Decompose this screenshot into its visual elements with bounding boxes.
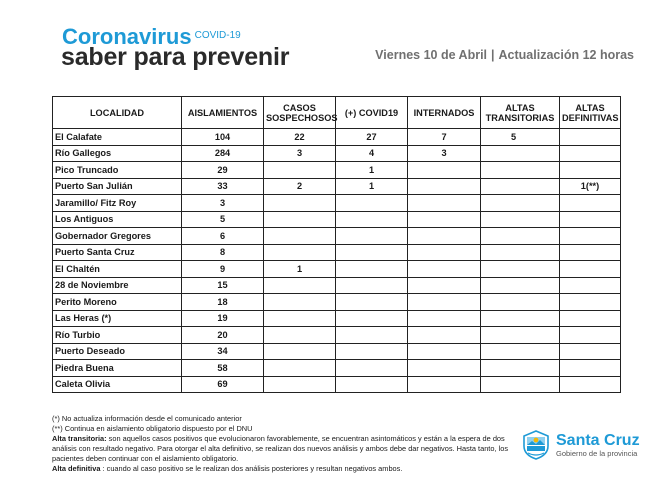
- value-cell: [481, 360, 560, 377]
- value-cell: [481, 178, 560, 195]
- table-row: [53, 178, 621, 195]
- value-cell: [264, 294, 336, 311]
- province-seal-icon: [522, 430, 550, 460]
- value-cell: 5: [182, 211, 264, 228]
- value-cell: 1: [264, 261, 336, 278]
- campaign-subtitle: saber para prevenir: [61, 43, 290, 71]
- value-cell: [408, 376, 481, 393]
- value-cell: 22: [264, 129, 336, 146]
- value-cell: [264, 310, 336, 327]
- value-cell: 4: [336, 145, 408, 162]
- value-cell: [336, 277, 408, 294]
- alta-definitiva-text: : cuando al caso positivo se le realizan dos análisis posteriores y resultan negativos ambos.: [100, 464, 403, 473]
- column-header: LOCALIDAD: [53, 97, 182, 129]
- value-cell: [336, 376, 408, 393]
- value-cell: 5: [481, 129, 560, 146]
- footnotes: [52, 414, 512, 474]
- table-row: [53, 211, 621, 228]
- value-cell: [264, 343, 336, 360]
- column-header: ALTAS DEFINITIVAS: [560, 97, 621, 129]
- value-cell: [408, 178, 481, 195]
- value-cell: [560, 195, 621, 212]
- alta-transitoria-label: Alta transitoria:: [52, 434, 107, 443]
- value-cell: [264, 228, 336, 245]
- value-cell: 3: [264, 145, 336, 162]
- value-cell: [560, 343, 621, 360]
- value-cell: 33: [182, 178, 264, 195]
- table-row: [53, 244, 621, 261]
- table-row: [53, 261, 621, 278]
- value-cell: [481, 294, 560, 311]
- cases-table-header: [53, 97, 621, 129]
- value-cell: 29: [182, 162, 264, 179]
- value-cell: 58: [182, 360, 264, 377]
- column-header: CASOS SOSPECHOSOS: [264, 97, 336, 129]
- value-cell: [408, 310, 481, 327]
- value-cell: [336, 211, 408, 228]
- locality-cell: Río Turbio: [53, 327, 182, 344]
- value-cell: [481, 228, 560, 245]
- value-cell: 1: [336, 178, 408, 195]
- table-row: [53, 310, 621, 327]
- value-cell: [560, 228, 621, 245]
- value-cell: [408, 261, 481, 278]
- value-cell: [336, 343, 408, 360]
- value-cell: [560, 129, 621, 146]
- value-cell: [481, 211, 560, 228]
- value-cell: [264, 277, 336, 294]
- column-header: INTERNADOS: [408, 97, 481, 129]
- value-cell: [336, 360, 408, 377]
- value-cell: 20: [182, 327, 264, 344]
- table-row: [53, 376, 621, 393]
- value-cell: [481, 277, 560, 294]
- value-cell: [336, 327, 408, 344]
- locality-cell: Jaramillo/ Fitz Roy: [53, 195, 182, 212]
- locality-cell: Puerto San Julián: [53, 178, 182, 195]
- locality-cell: Puerto Santa Cruz: [53, 244, 182, 261]
- locality-cell: Perito Moreno: [53, 294, 182, 311]
- value-cell: [264, 211, 336, 228]
- locality-cell: Las Heras (*): [53, 310, 182, 327]
- table-row: [53, 360, 621, 377]
- table-row: [53, 145, 621, 162]
- value-cell: [481, 195, 560, 212]
- value-cell: [560, 162, 621, 179]
- value-cell: [408, 162, 481, 179]
- footnote-double-asterisk: (**) Continua en aislamiento obligatorio dispuesto por el DNU: [52, 424, 253, 433]
- value-cell: 6: [182, 228, 264, 245]
- value-cell: 104: [182, 129, 264, 146]
- value-cell: 1: [336, 162, 408, 179]
- value-cell: [336, 244, 408, 261]
- value-cell: [481, 376, 560, 393]
- alta-definitiva-label: Alta definitiva: [52, 464, 101, 473]
- column-header: ALTAS TRANSITORIAS: [481, 97, 560, 129]
- locality-cell: El Calafate: [53, 129, 182, 146]
- value-cell: 7: [408, 129, 481, 146]
- value-cell: [264, 360, 336, 377]
- table-row: [53, 294, 621, 311]
- cases-table: [52, 96, 621, 393]
- value-cell: 34: [182, 343, 264, 360]
- value-cell: [481, 343, 560, 360]
- locality-cell: Puerto Deseado: [53, 343, 182, 360]
- value-cell: 15: [182, 277, 264, 294]
- province-logo: [522, 430, 640, 460]
- value-cell: [336, 294, 408, 311]
- value-cell: [408, 228, 481, 245]
- value-cell: 19: [182, 310, 264, 327]
- value-cell: [336, 228, 408, 245]
- report-date-line: [375, 48, 634, 62]
- locality-cell: Río Gallegos: [53, 145, 182, 162]
- value-cell: [408, 244, 481, 261]
- value-cell: [481, 162, 560, 179]
- footnote-alta-definitiva: [52, 464, 512, 474]
- cases-table-body: [53, 129, 621, 393]
- value-cell: 2: [264, 178, 336, 195]
- value-cell: [264, 376, 336, 393]
- logo-name: Santa Cruz: [556, 431, 640, 449]
- value-cell: [560, 211, 621, 228]
- value-cell: 3: [408, 145, 481, 162]
- value-cell: [408, 277, 481, 294]
- value-cell: [264, 162, 336, 179]
- value-cell: [560, 310, 621, 327]
- header-row: [53, 97, 621, 129]
- value-cell: 8: [182, 244, 264, 261]
- logo-subtitle: Gobierno de la provincia: [556, 448, 638, 458]
- value-cell: [408, 327, 481, 344]
- value-cell: 3: [182, 195, 264, 212]
- value-cell: [264, 244, 336, 261]
- footnote-asterisk: (*) No actualiza información desde el comunicado anterior: [52, 414, 242, 423]
- value-cell: [560, 294, 621, 311]
- logo-text: [556, 433, 640, 458]
- alta-transitoria-text: son aquellos casos positivos que evolucionaron favorablemente, se encuentran asintomáticos y están a la espera de dos análisis con resultado negativo. Para otorgar el alta definitivo, se realizan dos nuevos análisis y ambos debe dar negativos. Hasta tanto, los pacientes deben continuar con el aislamiento obligatorio.: [52, 434, 509, 463]
- locality-cell: Piedra Buena: [53, 360, 182, 377]
- value-cell: [408, 211, 481, 228]
- value-cell: [560, 327, 621, 344]
- value-cell: [481, 310, 560, 327]
- locality-cell: Los Antiguos: [53, 211, 182, 228]
- table-row: [53, 343, 621, 360]
- table-row: [53, 195, 621, 212]
- footnote-alta-transitoria: [52, 434, 512, 464]
- campaign-title-sup: COVID-19: [194, 30, 241, 41]
- locality-cell: El Chaltén: [53, 261, 182, 278]
- locality-cell: Gobernador Gregores: [53, 228, 182, 245]
- column-header: (+) COVID19: [336, 97, 408, 129]
- value-cell: [481, 327, 560, 344]
- table-row: [53, 327, 621, 344]
- locality-cell: Caleta Olivia: [53, 376, 182, 393]
- value-cell: [336, 261, 408, 278]
- value-cell: [264, 195, 336, 212]
- locality-cell: Pico Truncado: [53, 162, 182, 179]
- value-cell: 284: [182, 145, 264, 162]
- value-cell: [560, 376, 621, 393]
- table-row: [53, 162, 621, 179]
- campaign-title-text: Coronavirus: [62, 24, 192, 49]
- value-cell: 1(**): [560, 178, 621, 195]
- value-cell: [408, 343, 481, 360]
- value-cell: [408, 360, 481, 377]
- table-row: [53, 228, 621, 245]
- table-row: [53, 277, 621, 294]
- value-cell: 9: [182, 261, 264, 278]
- value-cell: 27: [336, 129, 408, 146]
- update-interval: Actualización 12 horas: [498, 48, 634, 62]
- date-separator: |: [491, 48, 495, 62]
- value-cell: [481, 261, 560, 278]
- value-cell: [481, 244, 560, 261]
- value-cell: [560, 277, 621, 294]
- value-cell: 18: [182, 294, 264, 311]
- value-cell: [560, 261, 621, 278]
- value-cell: [336, 310, 408, 327]
- value-cell: [408, 195, 481, 212]
- value-cell: [264, 327, 336, 344]
- report-date: Viernes 10 de Abril: [375, 48, 488, 62]
- value-cell: [336, 195, 408, 212]
- value-cell: [408, 294, 481, 311]
- table-row: [53, 129, 621, 146]
- locality-cell: 28 de Noviembre: [53, 277, 182, 294]
- column-header: AISLAMIENTOS: [182, 97, 264, 129]
- value-cell: [560, 360, 621, 377]
- value-cell: [481, 145, 560, 162]
- value-cell: 69: [182, 376, 264, 393]
- value-cell: [560, 244, 621, 261]
- value-cell: [560, 145, 621, 162]
